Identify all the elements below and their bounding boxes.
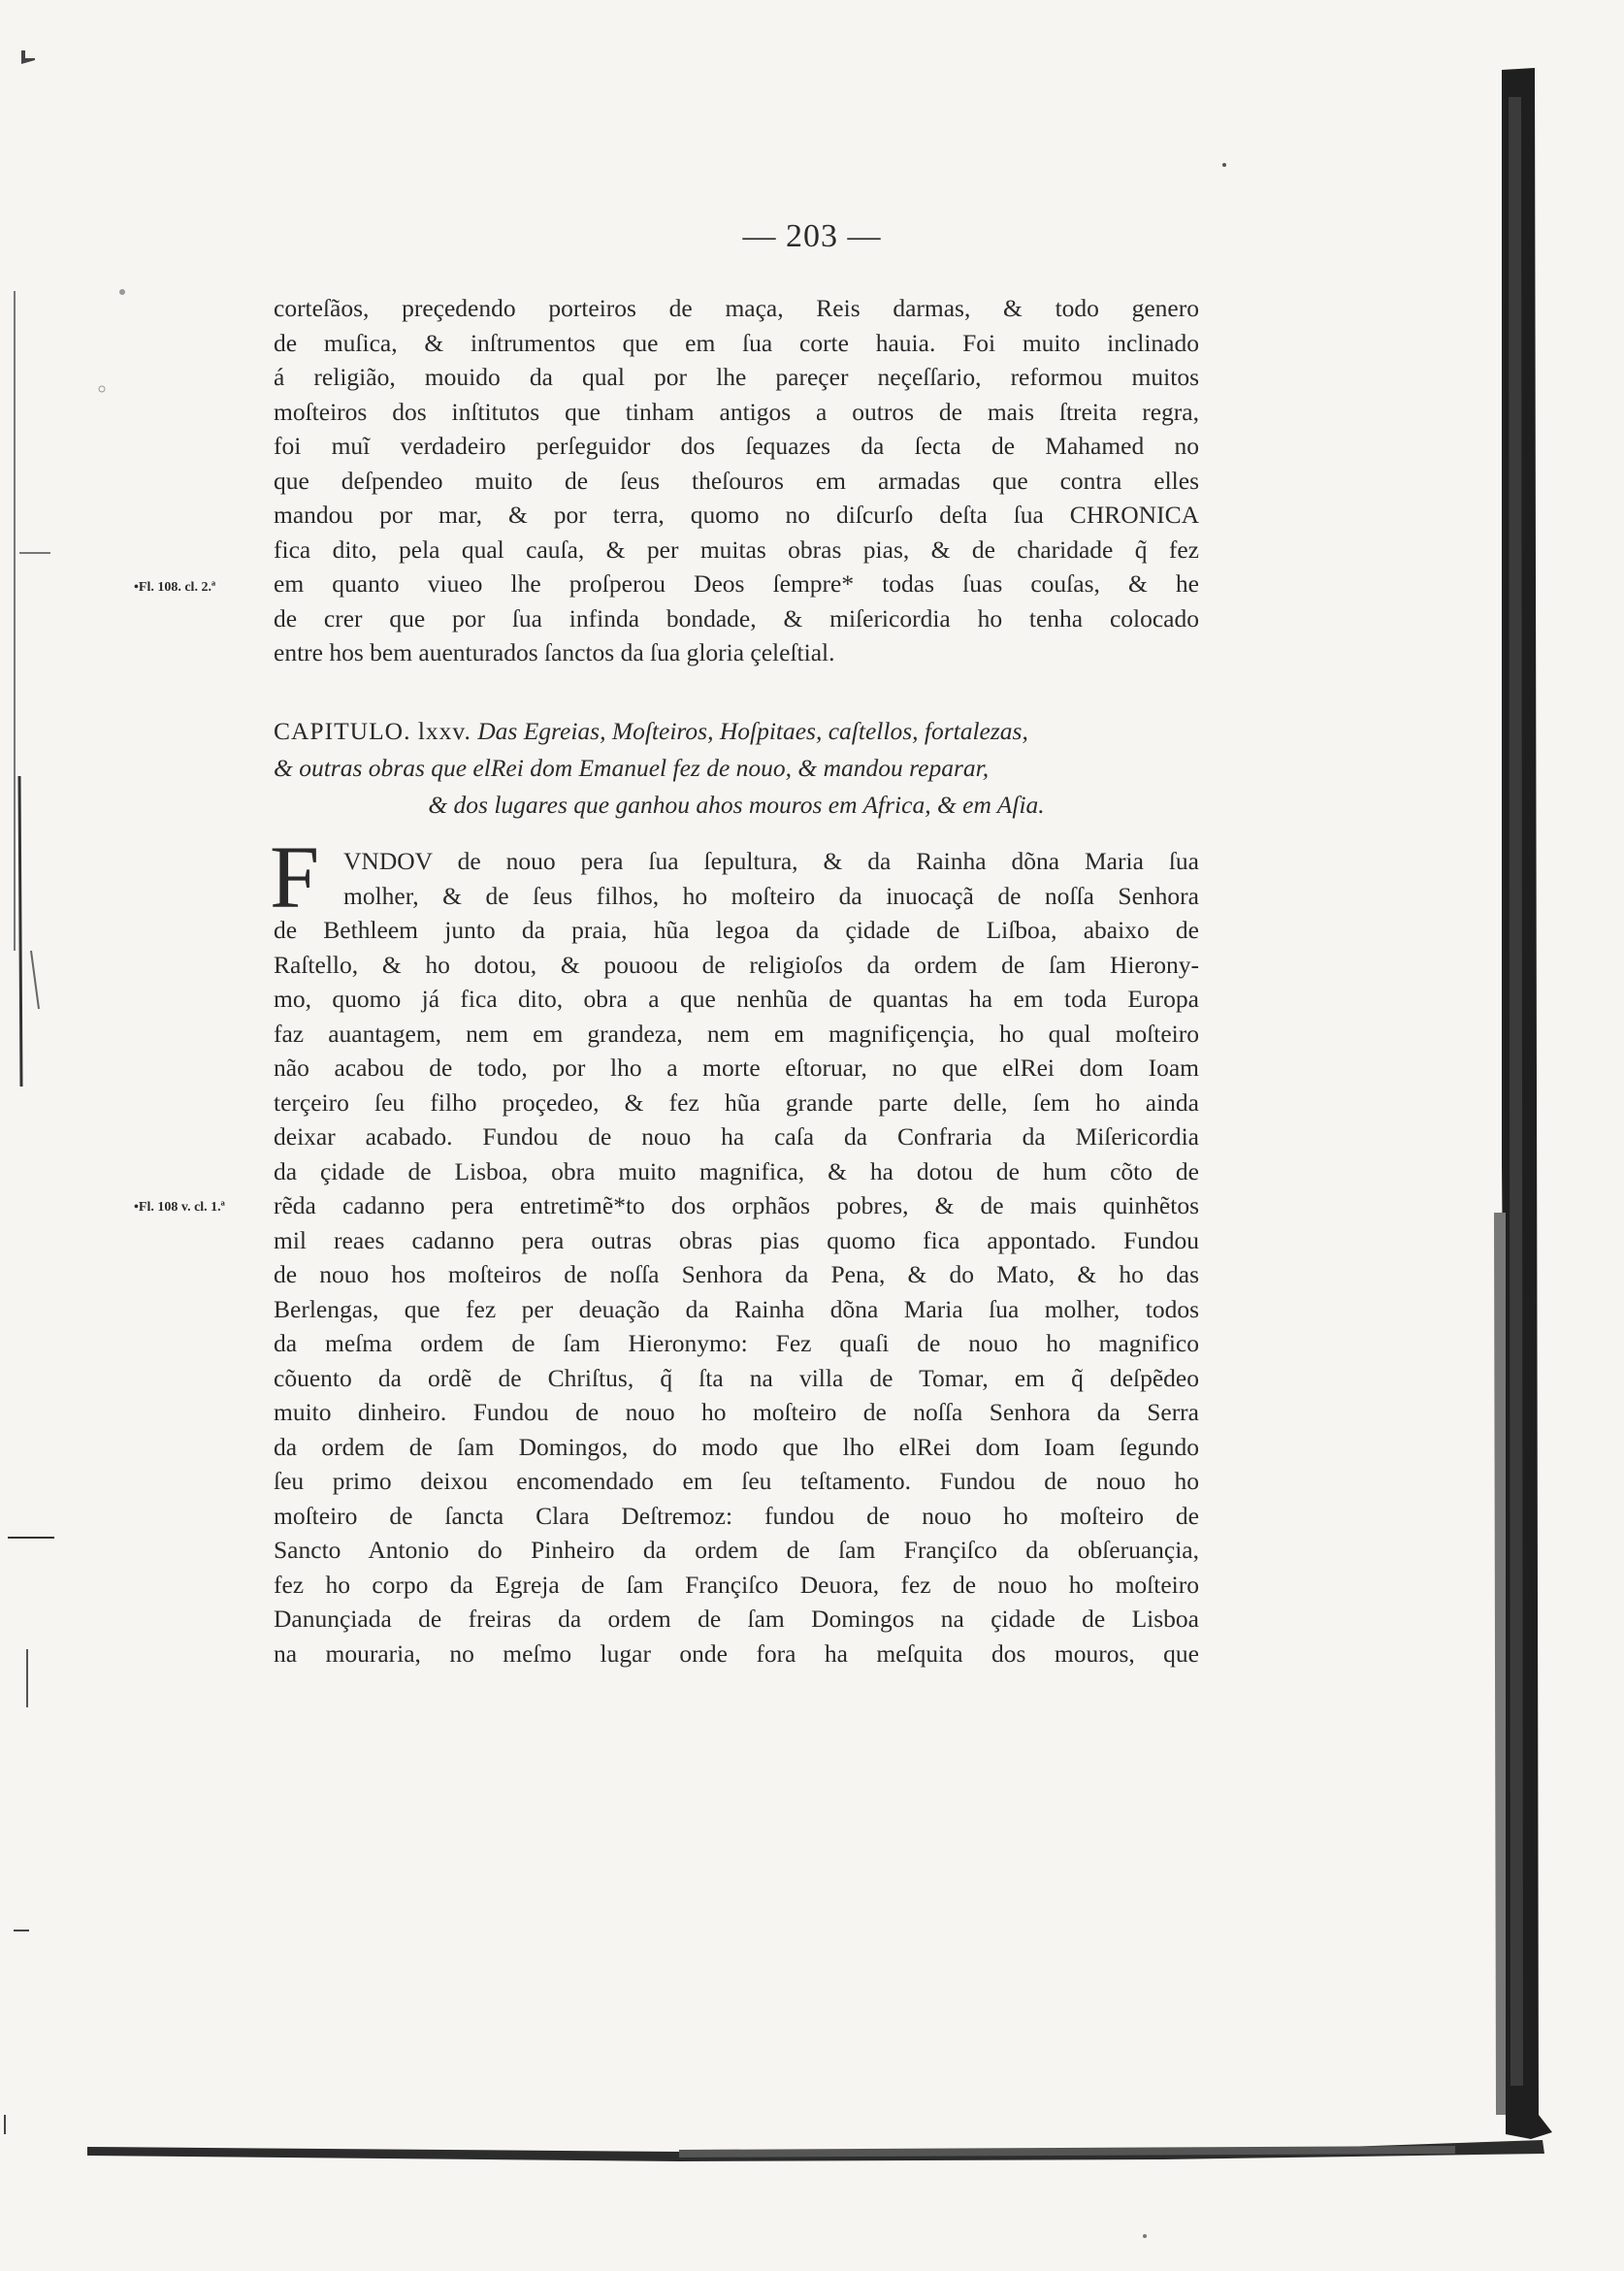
text-line: faz auantagem, nem em grandeza, nem em magnifiçençia, ho qual moſteiro (274, 1019, 1199, 1048)
text-line: foi muĩ verdadeiro perſeguidor dos ſequazes da ſecta de Mahamed no (274, 432, 1199, 460)
text-line: fez ho corpo da Egreja de ſam Françiſco Deuora, fez de nouo ho moſteiro (274, 1570, 1199, 1599)
text-line: da meſma ordem de ſam Hieronymo: Fez quaſi de nouo ho magnifico (274, 1329, 1199, 1357)
text-line: Berlengas, que fez per deuação da Rainha dõna Maria ſua molher, todos (274, 1294, 1199, 1323)
text-line: cõuento da ordẽ de Chriſtus, q̃ ſta na villa de Tomar, em q̃ deſpẽdeo (274, 1363, 1199, 1392)
text-line: na mouraria, no meſmo lugar onde fora ha meſquita dos mouros, que (274, 1638, 1199, 1668)
text-line: entre hos bem auenturados ſanctos da ſua gloria çeleſtial. (274, 638, 835, 666)
text-line: da ordem de ſam Domingos, do modo que lho elRei dom Ioam ſegundo (274, 1432, 1199, 1461)
margin-note: •Fl. 108 v. cl. 1.ª (134, 1200, 225, 1215)
text-line: Danunçiada de freiras da ordem de ſam Domingos na çidade de Lisboa (274, 1605, 1199, 1633)
text-line: de nouo hos moſteiros de noſſa Senhora da Pena, & do Mato, & ho das (274, 1260, 1199, 1288)
left-binding-marks (21, 50, 35, 64)
text-line: terçeiro ſeu filho proçedeo, & fez hũa grande parte delle, ſem ho ainda (274, 1087, 1199, 1117)
text-line: Raſtello, & ho dotou, & pouoou de religioſos da ordem de ſam Hierony- (274, 950, 1199, 979)
paragraph (274, 844, 1199, 1671)
chapter-label: CAPITULO. lxxv. (274, 717, 471, 745)
text-line: VNDOV de nouo pera ſua ſepultura, & da Rainha dõna Maria ſua (343, 847, 1199, 875)
text-line: de muſica, & inſtrumentos que em ſua corte hauia. Foi muito inclinado (274, 328, 1199, 357)
text-line: de crer que por ſua infinda bondade, & miſericordia ho tenha colocado (274, 603, 1199, 633)
chapter-heading-line (274, 787, 1199, 824)
text-line: mandou por mar, & por terra, quomo no diſcurſo deſta ſua CHRONICA (274, 501, 1199, 529)
text-line: corteſãos, preçedendo porteiros de maça, Reis darmas, & todo genero (274, 294, 1199, 322)
text-line: ſeu primo deixou encomendado em ſeu teſtamento. Fundou de nouo ho (274, 1467, 1199, 1495)
chapter-heading-line (274, 713, 1199, 750)
text-line: á religião, mouido da qual por lhe pareçer neçeſſario, reformou muitos (274, 363, 1199, 391)
text-line: moſteiro de ſancta Clara Deſtremoz: fundou de nouo ho moſteiro de (274, 1501, 1199, 1530)
chapter-title: & dos lugares que ganhou ahos mouros em Africa, & em Aſia. (428, 791, 1045, 819)
text-line: mo, quomo já fica dito, obra a que nenhũa de quantas ha em toda Europa (274, 985, 1199, 1013)
text-line: em quanto viueo lhe proſperou Deos ſempre* todas ſuas couſas, & he (274, 569, 1199, 598)
text-line: rẽda cadanno pera entretimẽ*to dos orphãos pobres, & de mais quinhẽtos (274, 1191, 1199, 1219)
text-line: Sancto Antonio do Pinheiro da ordem de ſam Françiſco da obſeruançia, (274, 1536, 1199, 1564)
margin-note: •Fl. 108. cl. 2.ª (134, 580, 216, 595)
text-line: que deſpendeo muito de ſeus theſouros em armadas que contra elles (274, 466, 1199, 495)
text-line: de Bethleem junto da praia, hũa legoa da çidade de Liſboa, abaixo de (274, 916, 1199, 944)
paragraph (274, 291, 1199, 670)
text-line: mil reaes cadanno pera outras obras pias quomo fica appontado. Fundou (274, 1225, 1199, 1254)
page-number: — 203 — (742, 218, 882, 254)
text-line: muito dinheiro. Fundou de nouo ho moſteiro de noſſa Senhora da Serra (274, 1398, 1199, 1426)
chapter-heading-line (274, 750, 1199, 787)
text-line: molher, & de ſeus filhos, ho moſteiro da inuocaçã de noſſa Senhora (343, 881, 1199, 910)
chapter-heading (274, 713, 1199, 824)
text-line: fica dito, pela qual cauſa, & per muitas obras pias, & de charidade q̃ fez (274, 535, 1199, 564)
text-line: não acabou de todo, por lho a morte eſtoruar, no que elRei dom Ioam (274, 1054, 1199, 1082)
text-line: da çidade de Lisboa, obra muito magnifica, & ha dotou de hum cõto de (274, 1156, 1199, 1185)
text-line: deixar acabado. Fundou de nouo ha caſa da Confraria da Miſericordia (274, 1122, 1199, 1151)
chapter-title: Das Egreias, Moſteiros, Hoſpitaes, caſtellos, fortalezas, (477, 717, 1028, 745)
drop-cap: F (270, 827, 320, 926)
text-line: moſteiros dos inſtitutos que tinham antigos a outros de mais ſtreita regra, (274, 397, 1199, 426)
chapter-title: & outras obras que elRei dom Emanuel fez de nouo, & mandou reparar, (274, 754, 990, 782)
